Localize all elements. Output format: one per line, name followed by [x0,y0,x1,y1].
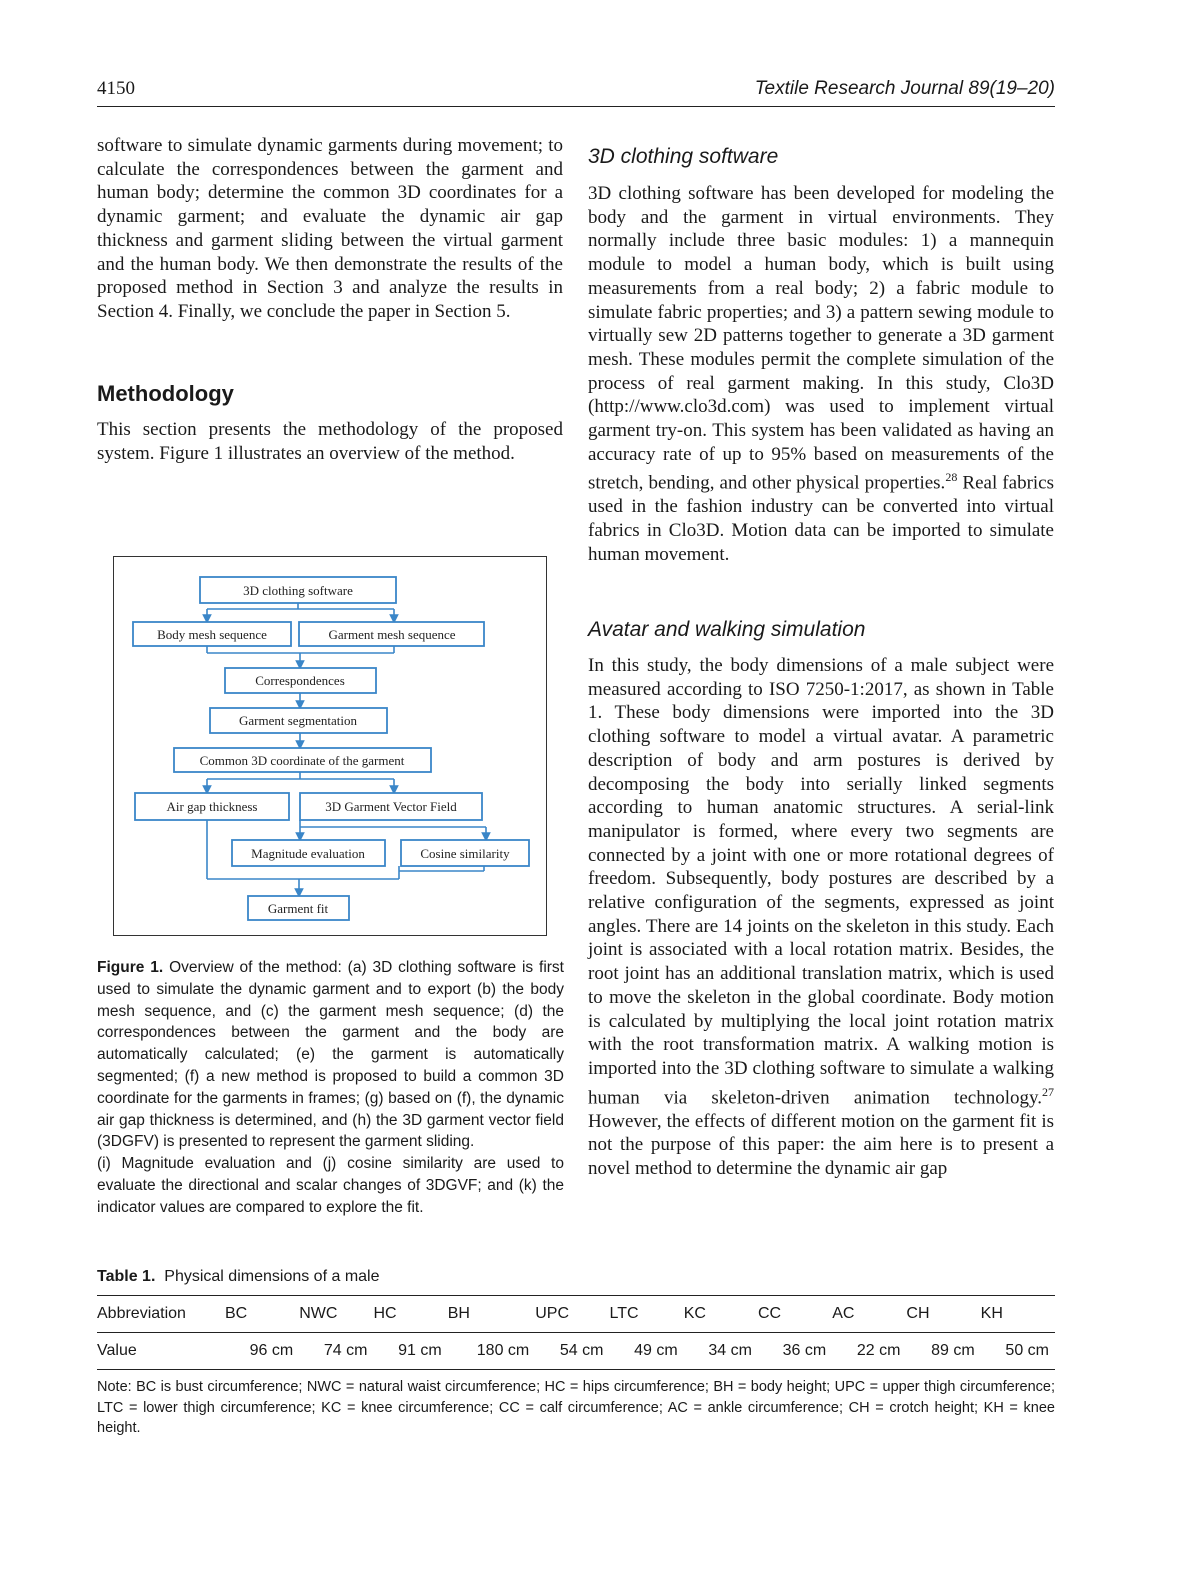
software-paragraph-part-b: Real fabrics used in the fashion industry can be converted into virtual fabrics in Clo3D. Motion data can be imported to simulate human movement. [588,472,1054,565]
node-garment-fit [248,896,349,920]
table-header-cell: UPC [535,1296,609,1333]
dimensions-table [97,1295,1055,1370]
table-value-cell: 96 cm [225,1333,299,1370]
table-header-cell: NWC [299,1296,373,1333]
node-magnitude [232,840,385,866]
running-header [97,78,1055,107]
node-correspondences-label: Correspondences [255,673,345,688]
node-segmentation-label: Garment segmentation [238,713,358,728]
table-value-cell: 74 cm [299,1333,373,1370]
flowchart [114,557,548,937]
figure-caption-text: Overview of the method: (a) 3D clothing software is first used to simulate the dynamic garment and to export (b) the body mesh sequence, and (c) the garment mesh sequence; (d) the correspondences between the garment and the body are automatically calculated; (e) the garment is automatically segmented; (f) a new method is proposed to build a common 3D coordinate for the garments in frames; (g) based on (f), the dynamic air gap thickness is determined, and (h) the 3D garment vector field (3DGFV) is presented to represent the garment sliding. [97,959,564,1151]
table-header-cell: BC [225,1296,299,1333]
avatar-paragraph-part-a: In this study, the body dimensions of a male subject were measured according to ISO 7250-1:2017, as shown in Table 1. These body dimensions were imported into the 3D clothing software to model a virtual avatar. A parametric description of body and arm postures is derived by decomposing the body into serially linked segments according to human anatomic structures. A serial-link manipulator is formed, where every two segments are connected by a joint with one or more rotational degrees of freedom. Subsequently, body postures are described by a relative configuration of the segments, expressed as joint angles. There are 14 joints on the skeleton in this study. Each joint is associated with a local rotation matrix. Besides, the root joint has an additional translation matrix, which is used to move the skeleton in the global coordinate. Body motion is calculated by multiplying the local joint rotation matrix with the root transformation matrix. A walking motion is imported into the 3D clothing software to simulate a walking human via skeleton-driven animation technology. [588,655,1054,1108]
table-header-row [97,1296,1055,1333]
figure-caption-text-2: (i) Magnitude evaluation and (j) cosine similarity are used to evaluate the directional and scalar changes of 3DGVF; and (k) the indicator values are compared to explore the fit. [97,1155,564,1216]
table-value-cell: 89 cm [906,1333,980,1370]
node-garment-fit-label: Garment fit [267,901,329,916]
avatar-paragraph-part-b: However, the effects of different motion on the garment fit is not the purpose of this paper: the aim here is to present a novel method to determine the dynamic air gap [588,1110,1054,1180]
figure-1-caption [97,957,564,1219]
table-label: Table 1. [97,1268,156,1285]
table-row-label: Abbreviation [97,1296,225,1333]
node-vector-field [300,793,482,820]
reference-27: 27 [1042,1084,1054,1099]
node-magnitude-label: Magnitude evaluation [251,846,365,861]
journal-title: Textile Research Journal 89(19–20) [754,78,1055,99]
node-cosine [401,840,529,866]
figure-caption-label: Figure 1. [97,959,164,976]
table-row-label: Value [97,1333,225,1370]
reference-28: 28 [945,470,958,485]
table-header-cell: LTC [609,1296,683,1333]
node-clothing-software-label: 3D clothing software [243,583,353,598]
table-note: Note: BC is bust circumference; NWC = natural waist circumference; HC = hips circumference; BH = body height; UPC = upper thigh circumference; LTC = lower thigh circumference; KC = knee circumference; CC = calf circumference; AC = ankle circumference; CH = crotch height; KH = knee height. [97,1379,1055,1436]
heading-clothing-software: 3D clothing software [588,145,779,168]
methodology-paragraph: This section presents the methodology of the proposed system. Figure 1 illustrates an overview of the method. [97,419,563,464]
software-paragraph-part-a: 3D clothing software has been developed for modeling the body and the garment in virtual environments. They normally include three basic modules: 1) a mannequin module to model a human body, which is built using measurements from a real body; 2) a fabric module to simulate fabric properties; and 3) a pattern sewing module to virtually sew 2D patterns together to generate a 3D garment mesh. These modules permit the complete simulation of the process of real garment making. In this study, Clo3D (http://www.clo3d.com) was used to implement virtual garment try-on. This system has been validated as having an accuracy rate of up to 95% based on measurements of the stretch, bending, and other physical properties. [588,183,1054,494]
table-value-cell: 91 cm [373,1333,447,1370]
table-value-cell: 49 cm [609,1333,683,1370]
avatar-paragraph-block [588,654,1054,1181]
node-garment-mesh-label: Garment mesh sequence [328,627,456,642]
figure-1-frame [113,556,547,936]
table-1-caption [97,1268,380,1286]
page-number: 4150 [97,78,135,99]
table-header-cell: AC [832,1296,906,1333]
table-value-cell: 22 cm [832,1333,906,1370]
intro-paragraph-block [97,134,563,324]
avatar-paragraph [588,654,1054,1181]
software-paragraph-block [588,182,1054,567]
table-caption-text: Physical dimensions of a male [164,1268,380,1285]
node-air-gap [135,793,289,820]
node-garment-mesh [299,622,484,646]
intro-paragraph: software to simulate dynamic garments during movement; to calculate the correspondences between the garment and human body; determine the common 3D coordinates for a dynamic garment; and evaluate the dynamic air gap thickness and garment sliding between the virtual garment and the human body. We then demonstrate the results of the proposed method in Section 3 and analyze the results in Section 4. Finally, we conclude the paper in Section 5. [97,135,563,322]
table-value-cell: 180 cm [448,1333,536,1370]
node-segmentation [210,708,387,733]
table-header-cell: CH [906,1296,980,1333]
methodology-paragraph-block [97,418,563,465]
heading-avatar-walking: Avatar and walking simulation [588,618,866,641]
methodology-heading: Methodology [97,381,234,406]
table-header-cell: BH [448,1296,536,1333]
node-clothing-software [200,577,396,603]
node-body-mesh [133,622,291,646]
table-header-cell: CC [758,1296,832,1333]
table-value-cell: 36 cm [758,1333,832,1370]
table-value-row [97,1333,1055,1370]
table-value-cell: 50 cm [981,1333,1055,1370]
table-header-cell: HC [373,1296,447,1333]
table-value-cell: 54 cm [535,1333,609,1370]
table-header-cell: KC [684,1296,758,1333]
node-cosine-label: Cosine similarity [420,846,510,861]
node-correspondences [225,668,376,693]
table-header-cell: KH [981,1296,1055,1333]
node-common-coord-label: Common 3D coordinate of the garment [199,753,405,768]
node-air-gap-label: Air gap thickness [166,799,258,814]
software-paragraph [588,182,1054,567]
node-common-coord [174,748,431,772]
node-vector-field-label: 3D Garment Vector Field [325,799,457,814]
table-value-cell: 34 cm [684,1333,758,1370]
node-body-mesh-label: Body mesh sequence [157,627,267,642]
